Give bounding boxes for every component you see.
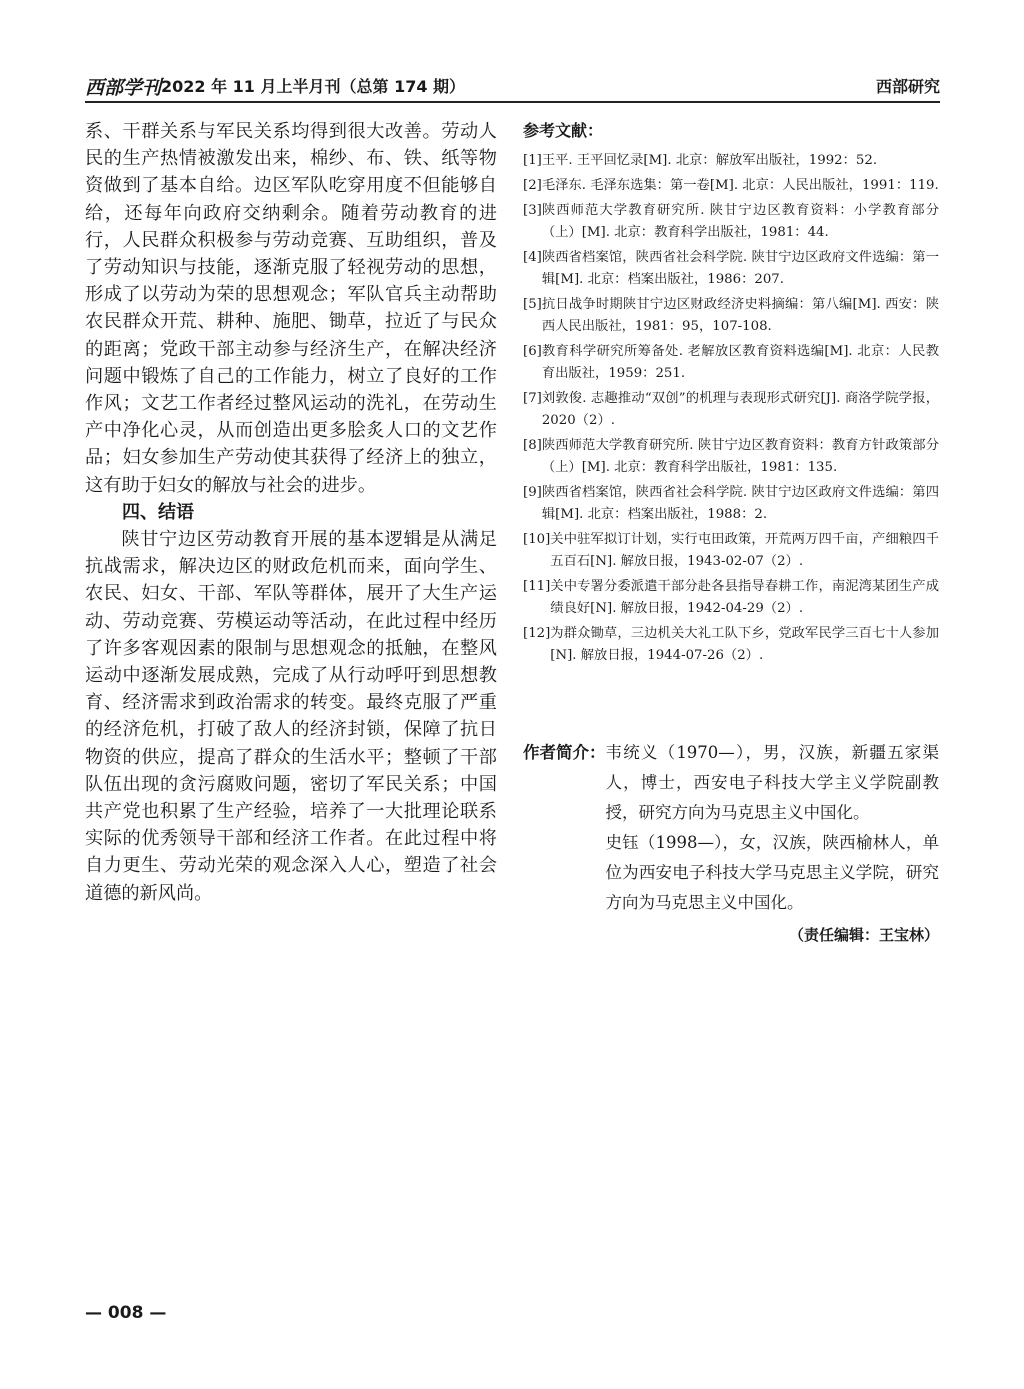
reference-item <box>523 623 939 667</box>
author-bio: 韦统义（1970—），男，汉族，新疆五家渠人，博士，西安电子科技大学主义学院副教授，研究方向为马克思主义中国化。 <box>605 743 939 822</box>
page-header <box>85 72 940 98</box>
responsible-editor: （责任编辑：王宝林） <box>788 926 939 944</box>
reference-number: [9] <box>523 485 542 500</box>
reference-text: 刘敦俊. 志趣推动“双创”的机理与表现形式研究[J]. 商洛学院学报，2020（2）. <box>541 391 939 428</box>
reference-text: 陕西师范大学教育研究所. 陕甘宁边区教育资料：教育方针政策部分（上）[M]. 北京：教育科学出版社，1981：135. <box>541 438 939 475</box>
section-heading: 四、结语 <box>122 501 194 523</box>
reference-text: 陕西师范大学教育研究所. 陕甘宁边区教育资料：小学教育部分（上）[M]. 北京：教育科学出版社，1981：44. <box>541 203 939 240</box>
reference-text: 抗日战争时期陕甘宁边区财政经济史料摘编：第八编[M]. 西安：陕西人民出版社，1981：95，107-108. <box>541 297 939 334</box>
reference-text: 教育科学研究所筹备处. 老解放区教育资料选编[M]. 北京：人民教育出版社，1959：251. <box>541 344 939 381</box>
page-number: — 008 — <box>85 1303 167 1323</box>
reference-item <box>523 341 939 385</box>
references-section <box>523 118 939 670</box>
reference-number: [7] <box>523 391 542 406</box>
reference-number: [10] <box>523 532 551 547</box>
author-intro-texts <box>606 738 940 918</box>
reference-number: [11] <box>523 579 551 594</box>
header-rule <box>85 101 940 103</box>
reference-text: 陕西省档案馆，陕西省社会科学院. 陕甘宁边区政府文件选编：第一辑[M]. 北京：档案出版社，1986：207. <box>541 250 939 287</box>
body-left-column <box>85 118 497 907</box>
reference-item <box>523 388 939 432</box>
reference-number: [6] <box>523 344 542 359</box>
references-heading: 参考文献： <box>523 121 604 140</box>
reference-item <box>523 435 939 479</box>
reference-item <box>523 247 939 291</box>
reference-item <box>523 150 939 172</box>
author-intro <box>523 738 939 950</box>
reference-item <box>523 529 939 573</box>
author-intro-label: 作者简介： <box>523 743 606 762</box>
reference-number: [4] <box>523 250 542 265</box>
body-paragraph: 陕甘宁边区劳动教育开展的基本逻辑是从满足抗战需求，解决边区的财政危机而来，面向学生、农民、妇女、干部、军队等群体，展开了大生产运动、劳动竞赛、劳模运动等活动，在此过程中经历了许多客观因素的限制与思想观念的抵触，在整风运动中逐渐发展成熟，完成了从行动呼吁到思想教育、经济需求到政治需求的转变。最终克服了严重的经济危机，打破了敌人的经济封锁，保障了抗日物资的供应，提高了群众的生活水平；整顿了干部队伍出现的贪污腐败问题，密切了军民关系；中国共产党也积累了生产经验，培养了一大批理论联系实际的优秀领导干部和经济工作者。在此过程中将自力更生、劳动光荣的观念深入人心，塑造了社会道德的新风尚。 <box>85 529 497 904</box>
references-list <box>523 150 939 667</box>
reference-item <box>523 200 939 244</box>
reference-number: [12] <box>523 626 551 641</box>
journal-logo: 西部学刊 <box>85 77 162 99</box>
reference-number: [2] <box>523 178 542 193</box>
reference-item <box>523 294 939 338</box>
reference-item <box>523 482 939 526</box>
author-bio: 史钰（1998—），女，汉族，陕西榆林人，单位为西安电子科技大学马克思主义学院，研究方向为马克思主义中国化。 <box>605 833 939 912</box>
issue-info: 2022 年 11 月上半月刊（总第 174 期） <box>161 77 466 96</box>
reference-text: 毛泽东. 毛泽东选集：第一卷[M]. 北京：人民出版社，1991：119. <box>541 178 939 193</box>
reference-text: 为群众锄草，三边机关大礼工队下乡，党政军民学三百七十人参加[N]. 解放日报，1944-07-26（2）. <box>550 626 939 663</box>
reference-text: 王平. 王平回忆录[M]. 北京：解放军出版社，1992：52. <box>541 153 878 168</box>
reference-number: [5] <box>523 297 542 312</box>
reference-number: [3] <box>523 203 542 218</box>
reference-text: 陕西省档案馆，陕西省社会科学院. 陕甘宁边区政府文件选编：第四辑[M]. 北京：档案出版社，1988：2. <box>541 485 939 522</box>
reference-item <box>523 175 939 197</box>
reference-text: 关中驻军拟订计划，实行屯田政策，开荒两万四千亩，产细粮四千五百石[N]. 解放日报，1943-02-07（2）. <box>550 532 939 569</box>
reference-number: [1] <box>523 153 542 168</box>
column-name: 西部研究 <box>875 77 940 96</box>
body-paragraph: 系、干群关系与军民关系均得到很大改善。劳动人民的生产热情被激发出来，棉纱、布、铁、纸等物资做到了基本自给。边区军队吃穿用度不但能够自给，还每年向政府交纳剩余。随着劳动教育的进行，人民群众积极参与劳动竞赛、互助组织，普及了劳动知识与技能，逐渐克服了轻视劳动的思想，形成了以劳动为荣的思想观念；军队官兵主动帮助农民群众开荒、耕种、施肥、锄草，拉近了与民众的距离；党政干部主动参与经济生产，在解决经济问题中锻炼了自己的工作能力，树立了良好的工作作风；文艺工作者经过整风运动的洗礼，在劳动生产中净化心灵，从而创造出更多脍炙人口的文艺作品；妇女参加生产劳动使其获得了经济上的独立，这有助于妇女的解放与社会的进步。 <box>85 121 497 496</box>
reference-number: [8] <box>523 438 542 453</box>
reference-item <box>523 576 939 620</box>
author-intro-row <box>523 738 939 918</box>
reference-text: 关中专署分委派遣干部分赴各县指导春耕工作，南泥湾某团生产成绩良好[N]. 解放日报，1942-04-29（2）. <box>550 579 939 616</box>
